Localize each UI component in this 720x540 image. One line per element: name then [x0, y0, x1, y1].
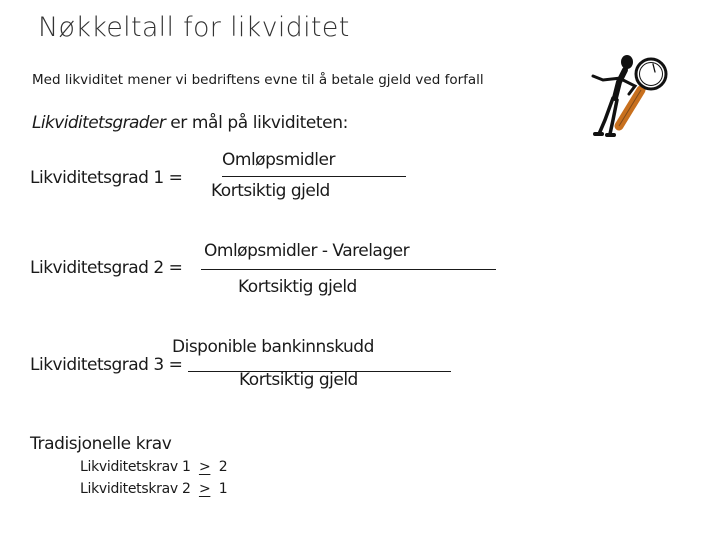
- subtitle: Med likviditet mener vi bedriftens evne til å betale gjeld ved forfall: [32, 72, 484, 88]
- page-title: Nøkkeltall for likviditet: [38, 12, 350, 43]
- formula-1-label: Likviditetsgrad 1 =: [30, 168, 183, 188]
- formula-3-label: Likviditetsgrad 3 =: [30, 355, 183, 375]
- requirements-title: Tradisjonelle krav: [30, 434, 172, 454]
- requirement-2-operator: >: [198, 481, 211, 497]
- magnifying-glass-icon: [583, 50, 673, 140]
- formula-3-denominator: Kortsiktig gjeld: [239, 370, 358, 390]
- formula-1-numerator: Omløpsmidler: [222, 150, 335, 170]
- formula-2-fraction-line: [201, 269, 496, 270]
- requirement-2: [80, 481, 227, 497]
- formula-1-denominator: Kortsiktig gjeld: [211, 181, 330, 201]
- intro-emphasis: Likviditetsgrader: [32, 113, 166, 133]
- requirement-2-name: Likviditetskrav 2: [80, 481, 191, 497]
- formula-3-numerator: Disponible bankinnskudd: [172, 337, 374, 357]
- requirement-1-value: 2: [218, 459, 228, 475]
- requirement-1-name: Likviditetskrav 1: [80, 459, 191, 475]
- requirement-2-value: 1: [218, 481, 228, 497]
- requirement-1-operator: >: [198, 459, 211, 475]
- formula-1-fraction-line: [222, 176, 406, 177]
- formula-2-numerator: Omløpsmidler - Varelager: [204, 241, 410, 261]
- intro-rest: er mål på likviditeten:: [165, 113, 348, 133]
- formula-2-label: Likviditetsgrad 2 =: [30, 258, 183, 278]
- intro-text: [32, 113, 348, 133]
- magnifier-figure-illustration: [583, 50, 673, 140]
- requirement-1: [80, 459, 227, 475]
- formula-2-denominator: Kortsiktig gjeld: [238, 277, 357, 297]
